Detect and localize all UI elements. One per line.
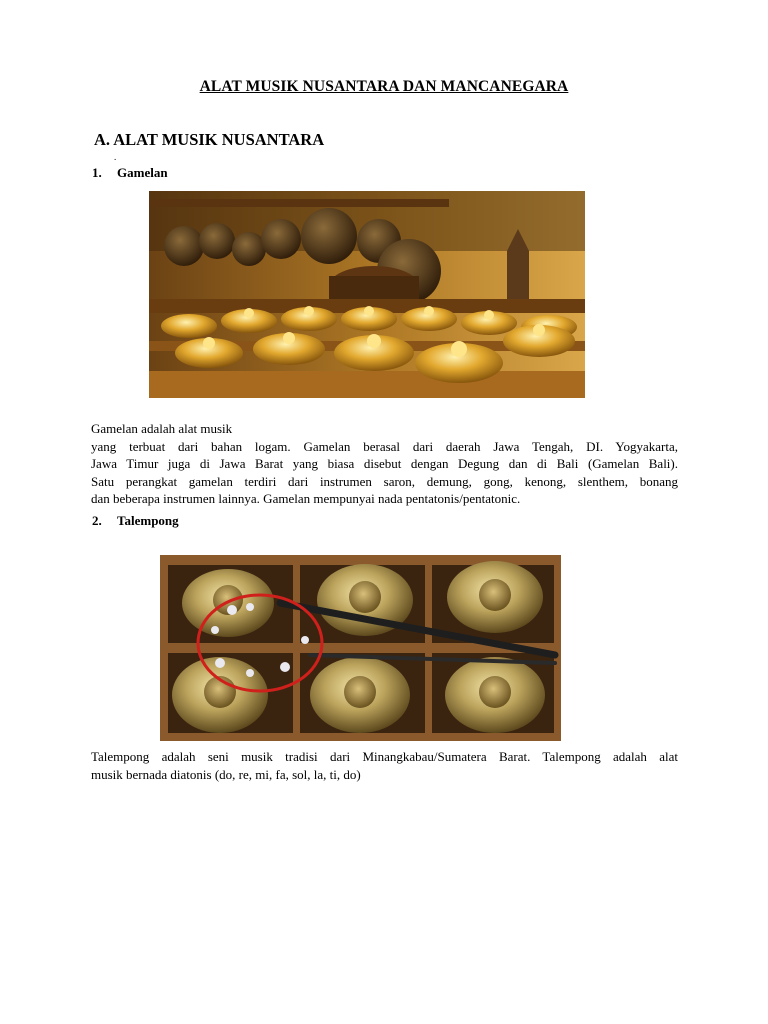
item-name: Talempong: [117, 513, 179, 528]
paragraph-line: yang terbuat dari bahan logam. Gamelan berasal dari daerah Jawa Tengah, DI. Yogyakarta,: [91, 438, 678, 454]
paragraph-line: Satu perangkat gamelan terdiri dari instrumen saron, demung, gong, kenong, slenthem, bonang: [91, 473, 678, 489]
gamelan-paragraph: [91, 420, 678, 508]
document-title: ALAT MUSIK NUSANTARA DAN MANCANEGARA: [199, 78, 569, 95]
paragraph-line: dan beberapa instrumen lainnya. Gamelan mempunyai nada pentatonis/pentatonic.: [91, 491, 521, 506]
item-number: 1.: [92, 165, 102, 180]
item-heading-gamelan: [92, 165, 168, 181]
gamelan-photo: [149, 191, 585, 398]
section-heading: A. ALAT MUSIK NUSANTARA: [94, 130, 325, 149]
paragraph-line: Talempong adalah seni musik tradisi dari Minangkabau/Sumatera Barat. Talempong adalah alat: [91, 749, 678, 764]
talempong-paragraph: [91, 748, 678, 783]
paragraph-line: musik bernada diatonis (do, re, mi, fa, sol, la, ti, do): [91, 766, 361, 782]
paragraph-line: Jawa Timur juga di Jawa Barat yang biasa disebut dengan Degung dan di Bali (Gamelan Bali).: [91, 456, 678, 471]
paragraph-line: Gamelan adalah alat musik: [91, 421, 233, 436]
talempong-photo: [160, 555, 561, 741]
item-heading-talempong: [92, 513, 179, 529]
section-marker: .: [114, 152, 117, 162]
item-number: 2.: [92, 513, 102, 528]
item-name: Gamelan: [117, 165, 168, 180]
